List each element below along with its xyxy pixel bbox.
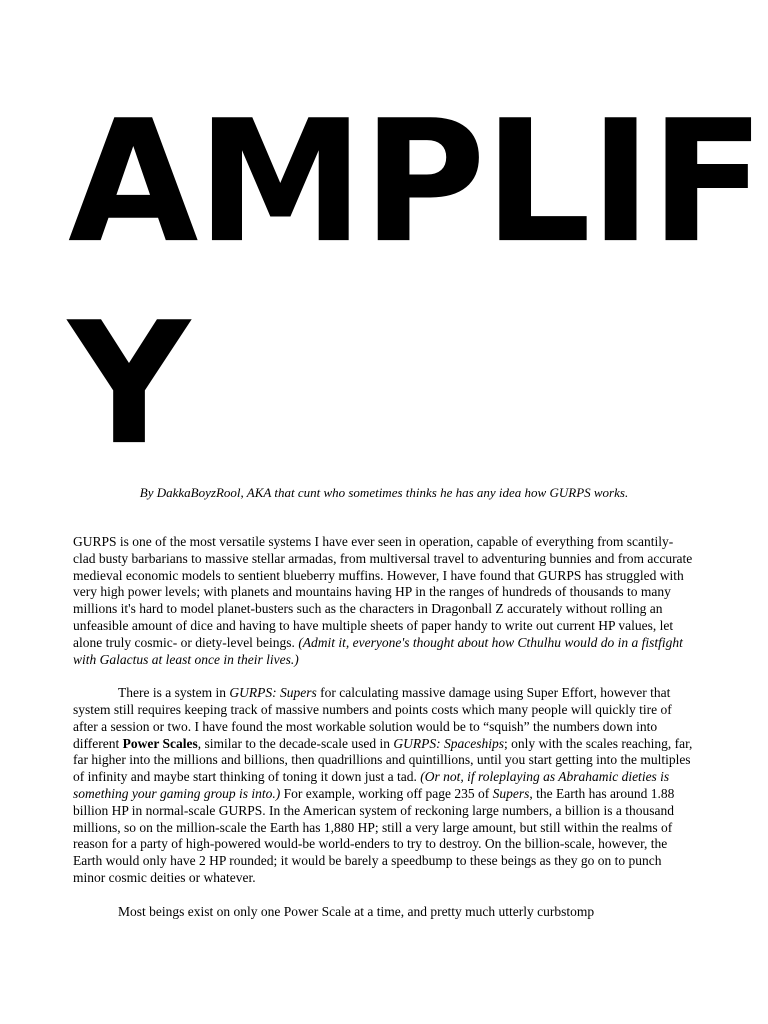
title-line-2: Y [68,285,189,483]
book-title-supers-short: Supers [492,785,530,801]
title-line-1: AMPLIF [68,83,764,281]
text-run: , the Earth has around 1.88 billion HP in normal-scale GURPS. In the American system of reckoning large numbers, a billion is a thousand millions, so on the million-scale the Earth has 1,880 HP; still a very large amount, but still within the realms of reason for a party of high-powered would-be world-enders to try to destroy. On the billion-scale, however, the Earth would only have 2 HP rounded; it would be barely a speedbump to these beings as they go on to punch minor cosmic deities or whatever. [73,785,675,885]
term-power-scales: Power Scales [122,735,198,751]
byline: By DakkaBoyzRool, AKA that cunt who sometimes thinks he has any idea how GURPS works. [139,485,629,500]
text-run: For example, working off page 235 of [280,785,493,801]
aside-abrahamic: (Or not, if roleplaying as Abrahamic dieties is something your gaming group is into.) [73,769,670,801]
text-run: for calculating massive damage using Super Effort, however that system still requires keeping track of massive numbers and points costs which many people will quickly tire of after a session or two. I have found the most workable solution would be to “squish” the numbers down into different [73,685,672,751]
text-run: , similar to the decade-scale used in [197,735,394,751]
paragraph-power-scales [73,685,695,887]
paragraph-intro-aside: (Admit it, everyone's thought about how Cthulhu would do in a fistfight with Galactus at least once in their lives.) [73,634,683,667]
article-body [73,534,695,920]
text-run: ; only with the scales reaching, far, far higher into the millions and billions, then quadrillions and quintillions, until you start getting into the multiples of infinity and maybe start thinking of toning it down just a tad. [73,735,693,785]
paragraph-beings: Most beings exist on only one Power Scale at a time, and pretty much utterly curbstomp [118,903,595,919]
text-run: There is a system in [118,685,230,701]
paragraph-intro [73,534,695,668]
paragraph-intro-text: GURPS is one of the most versatile systems I have ever seen in operation, capable of everything from scantily-clad busty barbarians to massive stellar armadas, from multiversal travel to adventuring bunnies and from accurate medieval economic models to sentient blueberry muffins. However, I have found that GURPS has struggled with very high power levels; with planets and mountains having HP in the ranges of hundreds of thousands to many millions it's hard to model planet-busters such as the characters in Dragonball Z accurately without rolling an unfeasible amount of dice and having to have multiple sheets of paper handy to write out current HP values, let alone truly cosmic- or diety-level beings. [73,534,693,650]
book-title-supers: GURPS: Supers [229,685,317,701]
book-title-spaceships: GURPS: Spaceships [393,735,505,751]
